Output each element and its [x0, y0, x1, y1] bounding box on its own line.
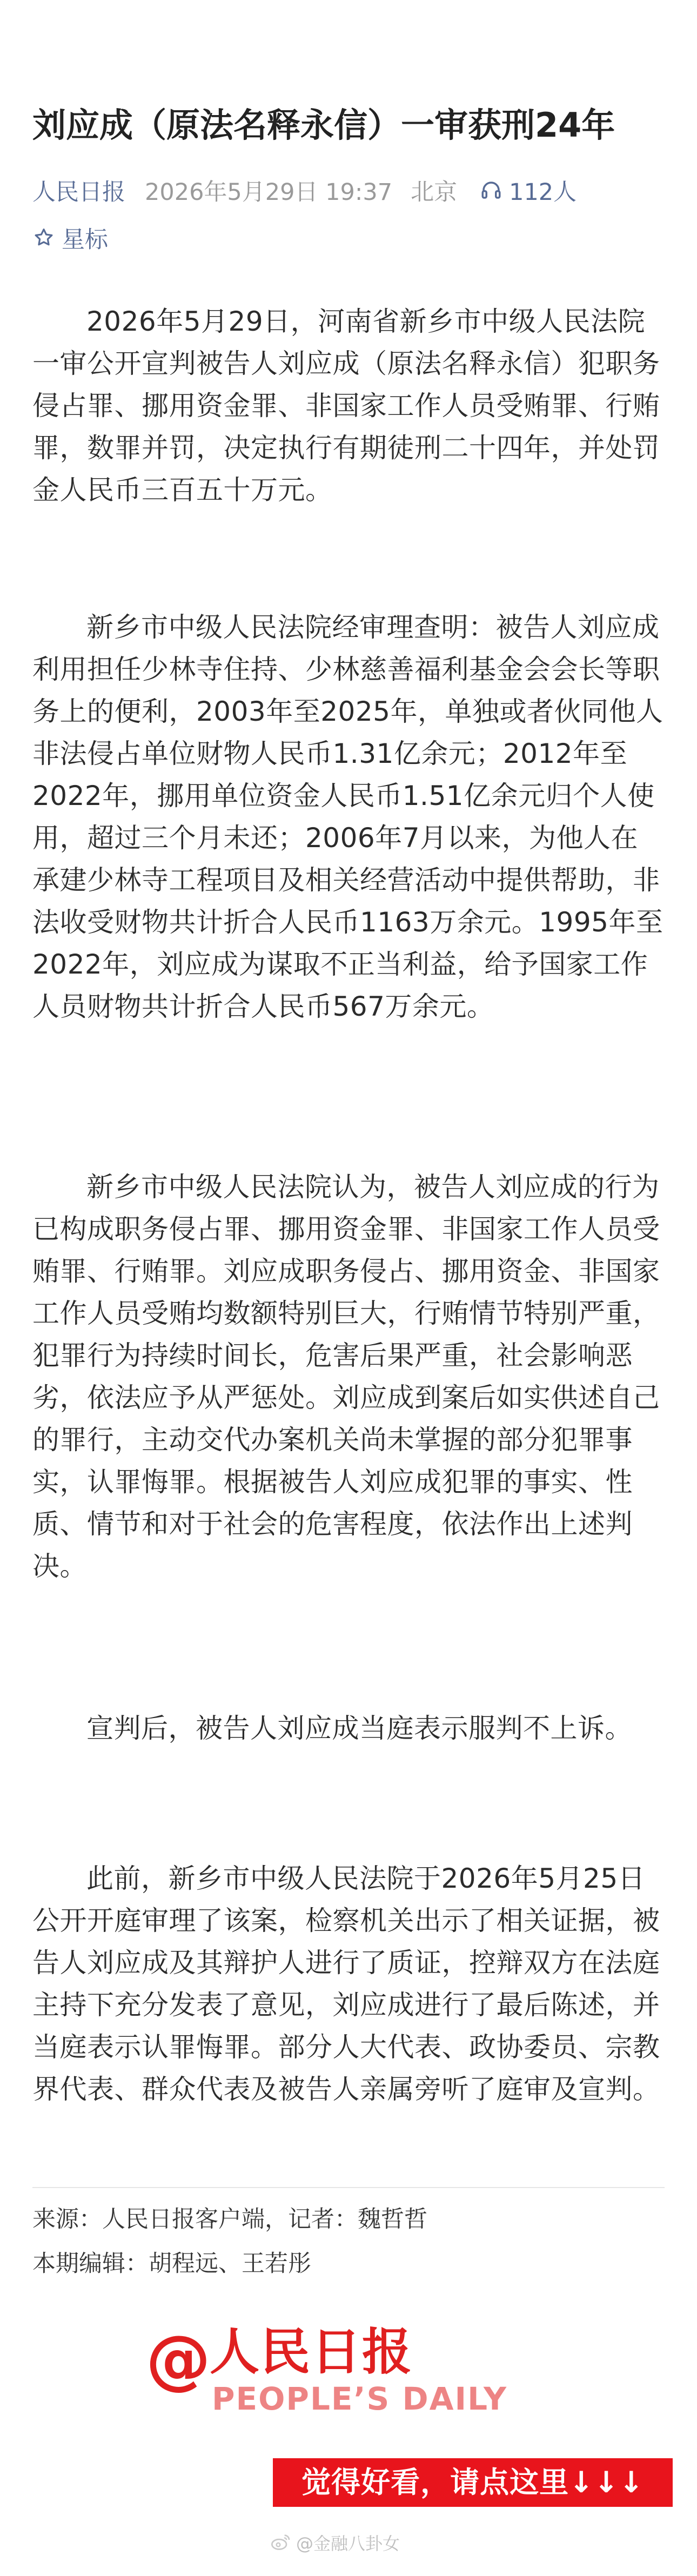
- paragraph-trial-background: 此前，新乡市中级人民法院于2026年5月25日公开开庭审理了该案，检察机关出示了相关证据，被告人刘应成及其辩护人进行了质证，控辩双方在法庭主持下充分发表了意见，刘应成进行了最后陈述，并当庭表示认罪悔罪。部分人大代表、政协委员、宗教界代表、群众代表及被告人亲属旁听了庭审及宣判。: [32, 1863, 660, 2105]
- article-meta: [32, 174, 577, 206]
- listener-count: 112人: [509, 178, 577, 206]
- paragraph-findings: 新乡市中级人民法院经审理查明：被告人刘应成利用担任少林寺住持、少林慈善福利基金会会长等职务上的便利，2003年至2025年，单独或者伙同他人非法侵占单位财物人民币1.31亿余元；2012年至2022年，挪用单位资金人民币1.51亿余元归个人使用，超过三个月未还；2006年7月以来，为他人在承建少林寺工程项目及相关经营活动中提供帮助，非法收受财物共计折合人民币1163万余元。1995年至2022年，刘应成为谋取不正当利益，给予国家工作人员财物共计折合人民币567万余元。: [32, 612, 664, 1022]
- star-button[interactable]: [32, 222, 108, 254]
- star-label: 星标: [62, 226, 108, 253]
- peoples-daily-logo: [146, 2322, 557, 2417]
- source-credit: 来源：人民日报客户端，记者：魏哲哲: [32, 2206, 427, 2233]
- content-divider: [32, 2187, 665, 2188]
- star-icon: [32, 226, 55, 249]
- logo-english-name: PEOPLE’S DAILY: [212, 2380, 508, 2417]
- publish-location: 北京: [411, 178, 458, 206]
- editor-credit: 本期编辑：胡程远、王若彤: [32, 2250, 311, 2277]
- logo-at-sign: @: [146, 2322, 211, 2397]
- account-name-link[interactable]: 人民日报: [32, 178, 125, 206]
- headphones-icon: [480, 179, 502, 202]
- watermark-text: @金融八卦女: [296, 2533, 400, 2554]
- paragraph-no-appeal: 宣判后，被告人刘应成当庭表示服判不上诉。: [86, 1713, 632, 1744]
- logo-chinese-name: 人民日报: [210, 2323, 413, 2381]
- publish-date: 2026年5月29日 19:37: [145, 178, 393, 206]
- read-more-button[interactable]: 觉得好看，请点这里↓↓↓: [273, 2458, 673, 2507]
- weibo-icon: [270, 2532, 292, 2553]
- paragraph-court-opinion: 新乡市中级人民法院认为，被告人刘应成的行为已构成职务侵占罪、挪用资金罪、非国家工作人员受贿罪、行贿罪。刘应成职务侵占、挪用资金、非国家工作人员受贿均数额特别巨大，行贿情节特别严重，犯罪行为持续时间长，危害后果严重，社会影响恶劣，依法应予从严惩处。刘应成到案后如实供述自己的罪行，主动交代办案机关尚未掌握的部分犯罪事实，认罪悔罪。根据被告人刘应成犯罪的事实、性质、情节和对于社会的危害程度，依法作出上述判决。: [32, 1171, 660, 1582]
- paragraph-verdict: 2026年5月29日，河南省新乡市中级人民法院一审公开宣判被告人刘应成（原法名释永信）犯职务侵占罪、挪用资金罪、非国家工作人员受贿罪、行贿罪，数罪并罚，决定执行有期徒刑二十四年，并处罚金人民币三百五十万元。: [32, 306, 660, 506]
- weibo-watermark: [270, 2526, 400, 2559]
- listen-button[interactable]: [480, 174, 577, 207]
- article-title: 刘应成（原法名释永信）一审获刑24年: [32, 105, 615, 145]
